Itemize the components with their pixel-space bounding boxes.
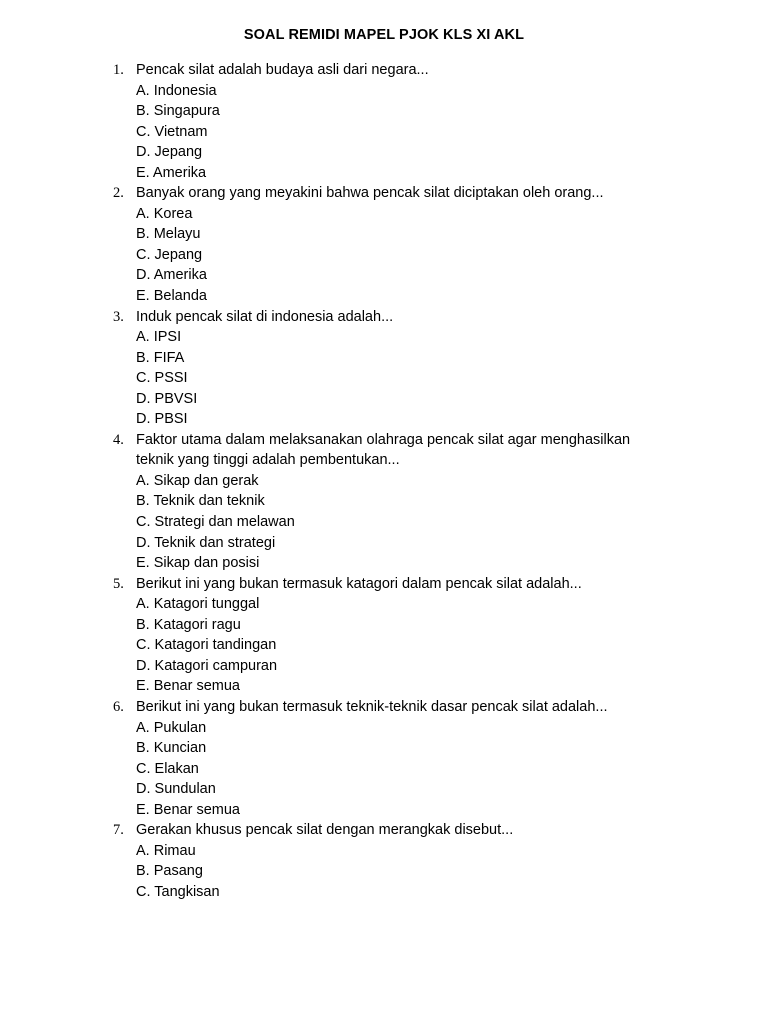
answer-option: D. Jepang xyxy=(136,144,203,161)
question-item xyxy=(0,430,666,574)
answer-option: C. Strategi dan melawan xyxy=(136,514,295,531)
answer-option: A. IPSI xyxy=(136,329,182,346)
answer-option: B. Singapura xyxy=(136,103,220,120)
answer-option: E. Amerika xyxy=(136,164,207,181)
question-number: 7. xyxy=(113,822,124,839)
answer-option: A. Katagori tunggal xyxy=(136,596,260,613)
question-item xyxy=(0,60,666,183)
answer-option: A. Sikap dan gerak xyxy=(136,472,259,489)
answer-option: A. Indonesia xyxy=(136,82,217,99)
question-text: Berikut ini yang bukan termasuk teknik-teknik dasar pencak silat adalah... xyxy=(136,698,608,715)
question-number: 6. xyxy=(113,698,124,715)
question-item xyxy=(0,307,666,430)
answer-options xyxy=(136,718,666,821)
answer-option: D. PBVSI xyxy=(136,390,198,407)
question-text: Berikut ini yang bukan termasuk katagori dalam pencak silat adalah... xyxy=(136,575,582,592)
question-item xyxy=(0,183,666,306)
question-list xyxy=(0,60,666,902)
question-number: 2. xyxy=(113,185,124,202)
answer-options xyxy=(136,81,666,184)
question-number: 4. xyxy=(113,431,124,448)
answer-option: D. Teknik dan strategi xyxy=(136,534,276,551)
answer-option: A. Korea xyxy=(136,205,193,222)
question-item xyxy=(0,574,666,697)
answer-option: A. Pukulan xyxy=(136,719,207,736)
answer-option: D. Katagori campuran xyxy=(136,657,278,674)
answer-option: C. Vietnam xyxy=(136,123,208,140)
answer-option: B. FIFA xyxy=(136,349,185,366)
answer-options xyxy=(136,327,666,430)
answer-option: B. Pasang xyxy=(136,863,203,880)
answer-option: B. Teknik dan teknik xyxy=(136,493,265,510)
answer-options xyxy=(136,471,666,574)
answer-option: C. Jepang xyxy=(136,246,203,263)
answer-option: C. Katagori tandingan xyxy=(136,637,277,654)
question-text: Faktor utama dalam melaksanakan olahraga pencak silat agar menghasilkan teknik yang tinggi adalah pembentukan... xyxy=(136,431,631,469)
answer-option: C. PSSI xyxy=(136,370,188,387)
answer-option: C. Elakan xyxy=(136,760,199,777)
question-number: 5. xyxy=(113,575,124,592)
question-text: Induk pencak silat di indonesia adalah... xyxy=(136,308,394,325)
question-item xyxy=(0,820,666,902)
answer-option: B. Kuncian xyxy=(136,740,207,757)
answer-option: E. Sikap dan posisi xyxy=(136,555,260,572)
answer-option: E. Benar semua xyxy=(136,801,240,818)
answer-options xyxy=(136,594,666,697)
answer-option: D. PBSI xyxy=(136,411,188,428)
answer-option: B. Melayu xyxy=(136,226,201,243)
question-text: Gerakan khusus pencak silat dengan merangkak disebut... xyxy=(136,822,514,839)
question-item xyxy=(0,697,666,820)
answer-option: B. Katagori ragu xyxy=(136,616,241,633)
question-text: Pencak silat adalah budaya asli dari negara... xyxy=(136,62,429,78)
answer-option: D. Amerika xyxy=(136,267,207,284)
page-title: SOAL REMIDI MAPEL PJOK KLS XI AKL xyxy=(243,27,525,43)
answer-options xyxy=(136,841,666,903)
question-number: 1. xyxy=(113,62,124,78)
answer-option: D. Sundulan xyxy=(136,781,216,798)
answer-option: C. Tangkisan xyxy=(136,883,220,900)
question-text: Banyak orang yang meyakini bahwa pencak silat diciptakan oleh orang... xyxy=(136,185,604,202)
answer-option: E. Benar semua xyxy=(136,678,240,695)
answer-option: E. Belanda xyxy=(136,288,207,305)
answer-option: A. Rimau xyxy=(136,842,196,859)
answer-options xyxy=(136,204,666,307)
question-number: 3. xyxy=(113,308,124,325)
